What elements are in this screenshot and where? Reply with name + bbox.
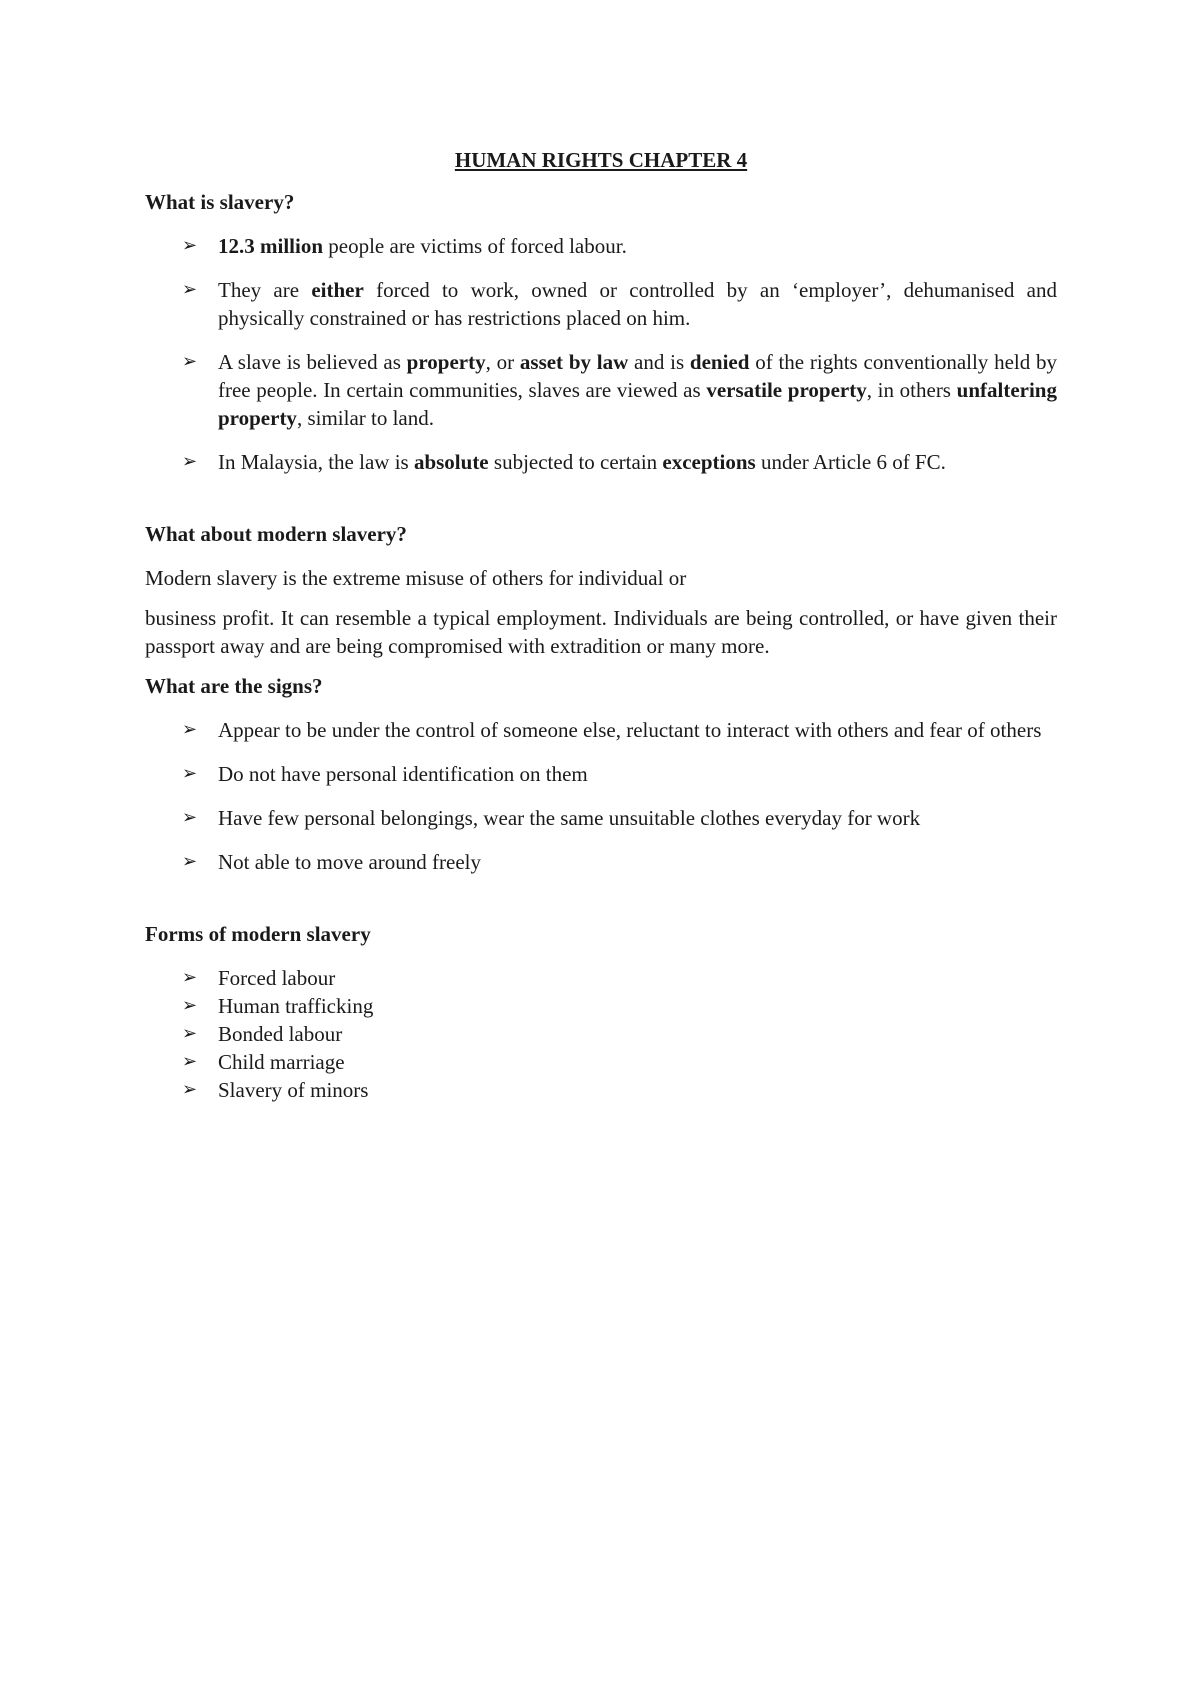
arrowhead-bullet-icon: ➢ xyxy=(182,1023,198,1044)
document-content xyxy=(145,146,1057,1104)
paragraph: business profit. It can resemble a typical employment. Individuals are being controlled, or have given their passport away and are being compromised with extradition or many more. xyxy=(145,606,1057,658)
bold-text: property xyxy=(406,350,486,374)
arrowhead-bullet-icon: ➢ xyxy=(182,807,198,828)
list-item-text: In Malaysia, the law is xyxy=(218,450,414,474)
heading-modern-slavery: What about modern slavery? xyxy=(145,522,407,546)
list-item xyxy=(145,1020,1057,1048)
list-item xyxy=(145,964,1057,992)
list-item xyxy=(145,716,1057,744)
arrowhead-bullet-icon: ➢ xyxy=(182,763,198,784)
list-item-text: subjected to certain xyxy=(488,450,663,474)
arrowhead-bullet-icon: ➢ xyxy=(182,279,198,300)
bold-text: absolute xyxy=(413,450,489,474)
list-item xyxy=(145,848,1057,876)
arrowhead-bullet-icon: ➢ xyxy=(182,967,198,988)
list-item-text: A slave is believed as xyxy=(218,350,407,374)
arrowhead-bullet-icon: ➢ xyxy=(182,719,198,740)
list-item-text: , similar to land. xyxy=(296,406,435,430)
bold-text: unfaltering property xyxy=(218,378,1057,430)
list-item-text: Slavery of minors xyxy=(218,1078,369,1102)
list-item xyxy=(145,804,1057,832)
list-item-text: Human trafficking xyxy=(218,994,374,1018)
list-item-text: Do not have personal identification on them xyxy=(218,762,588,786)
list-item-text: Not able to move around freely xyxy=(218,850,481,874)
arrowhead-bullet-icon: ➢ xyxy=(182,851,198,872)
list-item xyxy=(145,992,1057,1020)
list-item xyxy=(145,1048,1057,1076)
arrowhead-bullet-icon: ➢ xyxy=(182,995,198,1016)
list-item xyxy=(145,348,1057,432)
list-item-text: and is xyxy=(628,350,690,374)
arrowhead-bullet-icon: ➢ xyxy=(182,1079,198,1100)
list-item-text: Forced labour xyxy=(218,966,336,990)
list-item-text: They are xyxy=(218,278,312,302)
list-item-text: people are victims of forced labour. xyxy=(323,234,627,258)
arrowhead-bullet-icon: ➢ xyxy=(182,235,198,256)
spacer xyxy=(145,892,1057,920)
list-item-text: Appear to be under the control of someone else, reluctant to interact with others and fear of others xyxy=(218,718,1042,742)
list-item-text: Child marriage xyxy=(218,1050,345,1074)
list-item xyxy=(145,232,1057,260)
paragraph: Modern slavery is the extreme misuse of others for individual or xyxy=(145,566,687,590)
heading-forms: Forms of modern slavery xyxy=(145,922,371,946)
bold-text: versatile property xyxy=(706,378,867,402)
bold-text: asset by law xyxy=(519,350,629,374)
list-item-text: Bonded labour xyxy=(218,1022,343,1046)
heading-signs: What are the signs? xyxy=(145,674,323,698)
list-item-text: under Article 6 of FC. xyxy=(755,450,946,474)
bold-text: denied xyxy=(689,350,750,374)
bold-text: exceptions xyxy=(662,450,756,474)
list-item-text: of the rights conventionally held by free people. In certain communities, slaves are viewed as xyxy=(218,350,1058,402)
forms-bullet-list xyxy=(145,964,1057,1104)
bold-text: either xyxy=(311,278,364,302)
list-item xyxy=(145,276,1057,332)
signs-bullet-list xyxy=(145,716,1057,876)
bold-text: 12.3 million xyxy=(218,234,324,258)
list-item-text: Have few personal belongings, wear the same unsuitable clothes everyday for work xyxy=(218,806,921,830)
heading-what-is-slavery: What is slavery? xyxy=(145,190,295,214)
arrowhead-bullet-icon: ➢ xyxy=(182,451,198,472)
slavery-bullet-list xyxy=(145,232,1057,476)
list-item-text: forced to work, owned or controlled by an ‘employer’, dehumanised and physically constrained or has restrictions placed on him. xyxy=(218,278,1057,330)
spacer xyxy=(145,492,1057,520)
list-item-text: , in others xyxy=(866,378,957,402)
list-item xyxy=(145,1076,1057,1104)
arrowhead-bullet-icon: ➢ xyxy=(182,351,198,372)
list-item-text: , or xyxy=(485,350,520,374)
arrowhead-bullet-icon: ➢ xyxy=(182,1051,198,1072)
list-item xyxy=(145,448,1057,476)
document-title: HUMAN RIGHTS CHAPTER 4 xyxy=(454,148,748,172)
list-item xyxy=(145,760,1057,788)
